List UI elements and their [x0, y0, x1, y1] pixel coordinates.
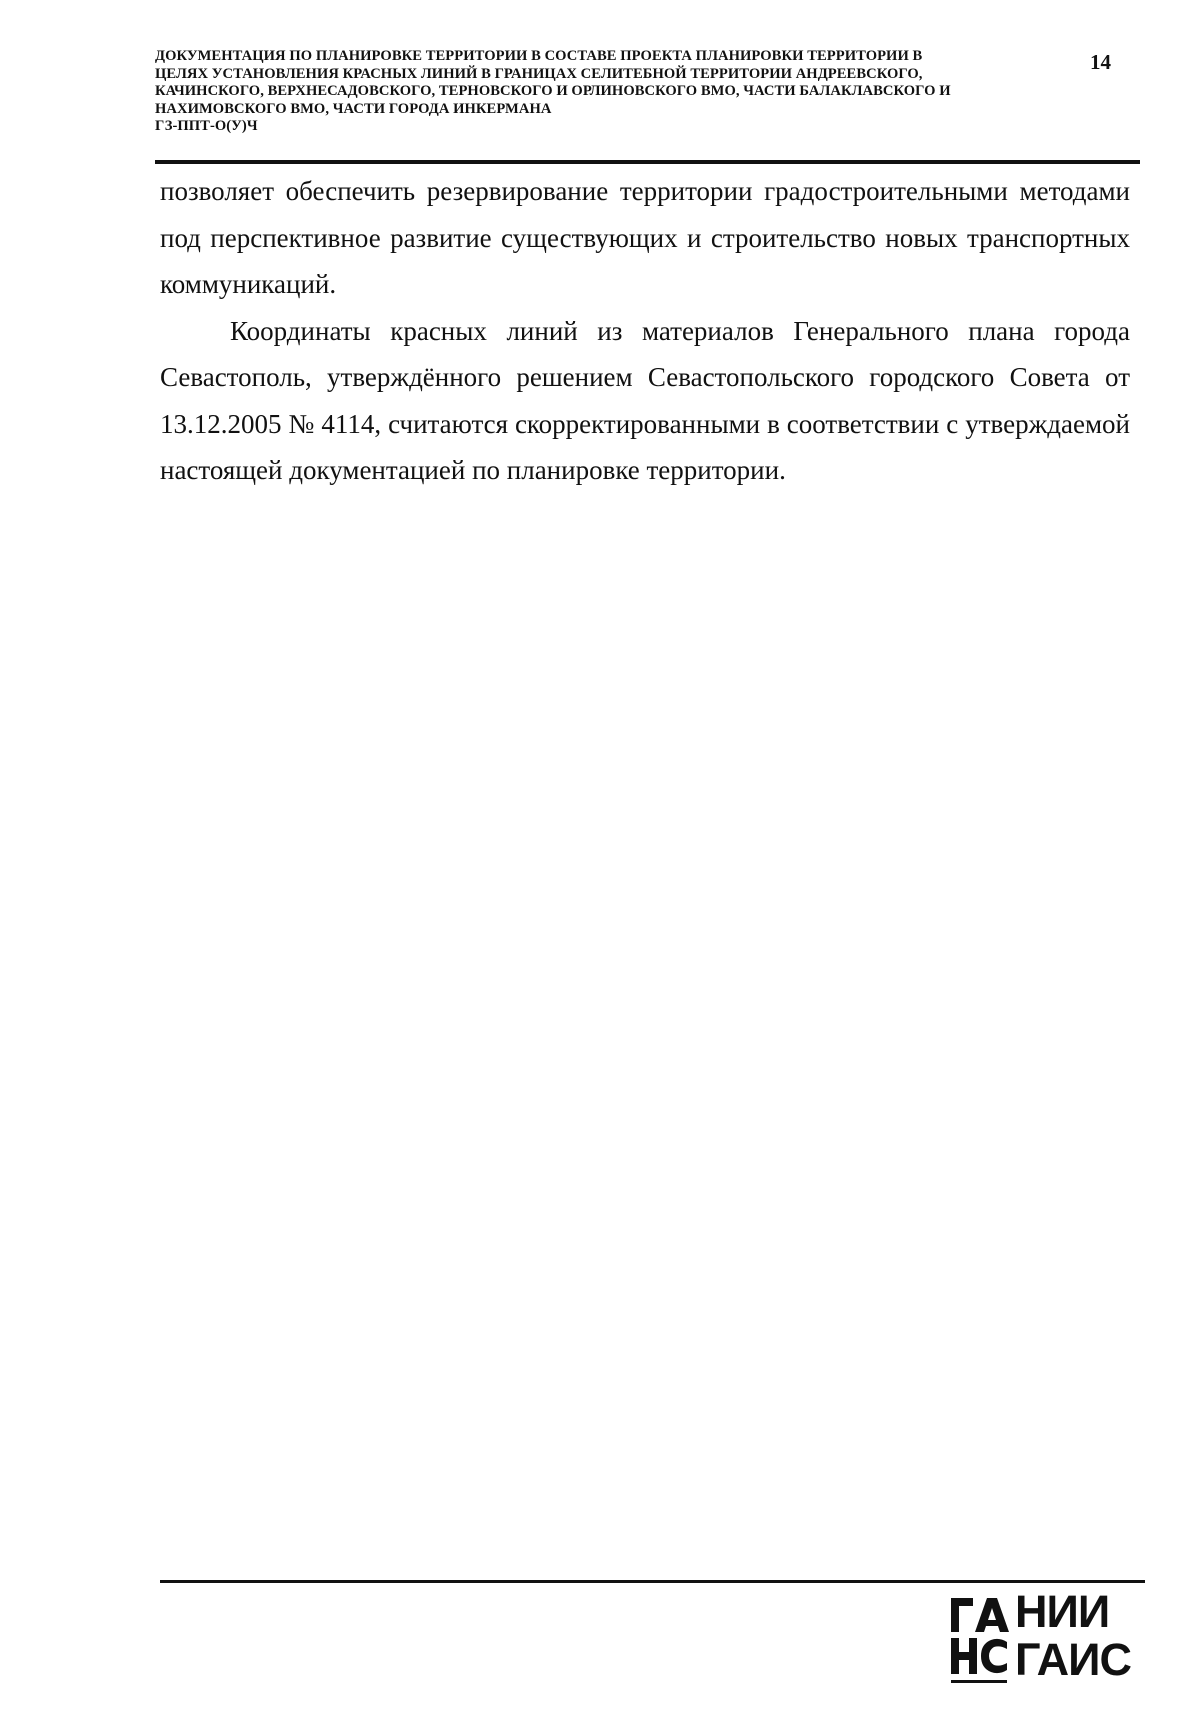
logo-text-line-2: ГАИС	[1015, 1634, 1132, 1685]
gaus-logo-icon	[945, 1592, 1015, 1692]
document-code: ГЗ-ППТ-О(У)Ч	[155, 118, 258, 134]
logo-text-line-1: НИИ	[1015, 1586, 1110, 1637]
logo-text	[1015, 1588, 1145, 1684]
paragraph-2: Координаты красных линий из материалов Генерального плана города Севастополь, утверждённого решением Севастопольского городского Совета от 13.12.2005 № 4114, считаются скорректированными в соответствии с утверждаемой настоящей документацией по планировке территории.	[160, 315, 1130, 485]
document-body	[160, 168, 1130, 494]
header-line-1: ДОКУМЕНТАЦИЯ ПО ПЛАНИРОВКЕ ТЕРРИТОРИИ В СОСТАВЕ ПРОЕКТА ПЛАНИРОВКИ ТЕРРИТОРИИ В	[155, 48, 923, 64]
footer-divider	[160, 1580, 1145, 1583]
header-line-3: КАЧИНСКОГО, ВЕРХНЕСАДОВСКОГО, ТЕРНОВСКОГО И ОРЛИНОВСКОГО ВМО, ЧАСТИ БАЛАКЛАВСКОГО И	[155, 83, 951, 99]
header-line-2: ЦЕЛЯХ УСТАНОВЛЕНИЯ КРАСНЫХ ЛИНИЙ В ГРАНИЦАХ СЕЛИТЕБНОЙ ТЕРРИТОРИИ АНДРЕЕВСКОГО,	[155, 65, 923, 82]
company-logo	[945, 1586, 1140, 1692]
page-number: 14	[1090, 50, 1111, 74]
header-line-4: НАХИМОВСКОГО ВМО, ЧАСТИ ГОРОДА ИНКЕРМАНА	[155, 100, 552, 117]
header-divider	[155, 160, 1140, 164]
paragraph-1: позволяет обеспечить резервирование территории градостроительными методами под перспективное развитие существующих и строительство новых транспортных коммуникаций.	[160, 176, 1130, 299]
document-header	[155, 48, 1035, 136]
